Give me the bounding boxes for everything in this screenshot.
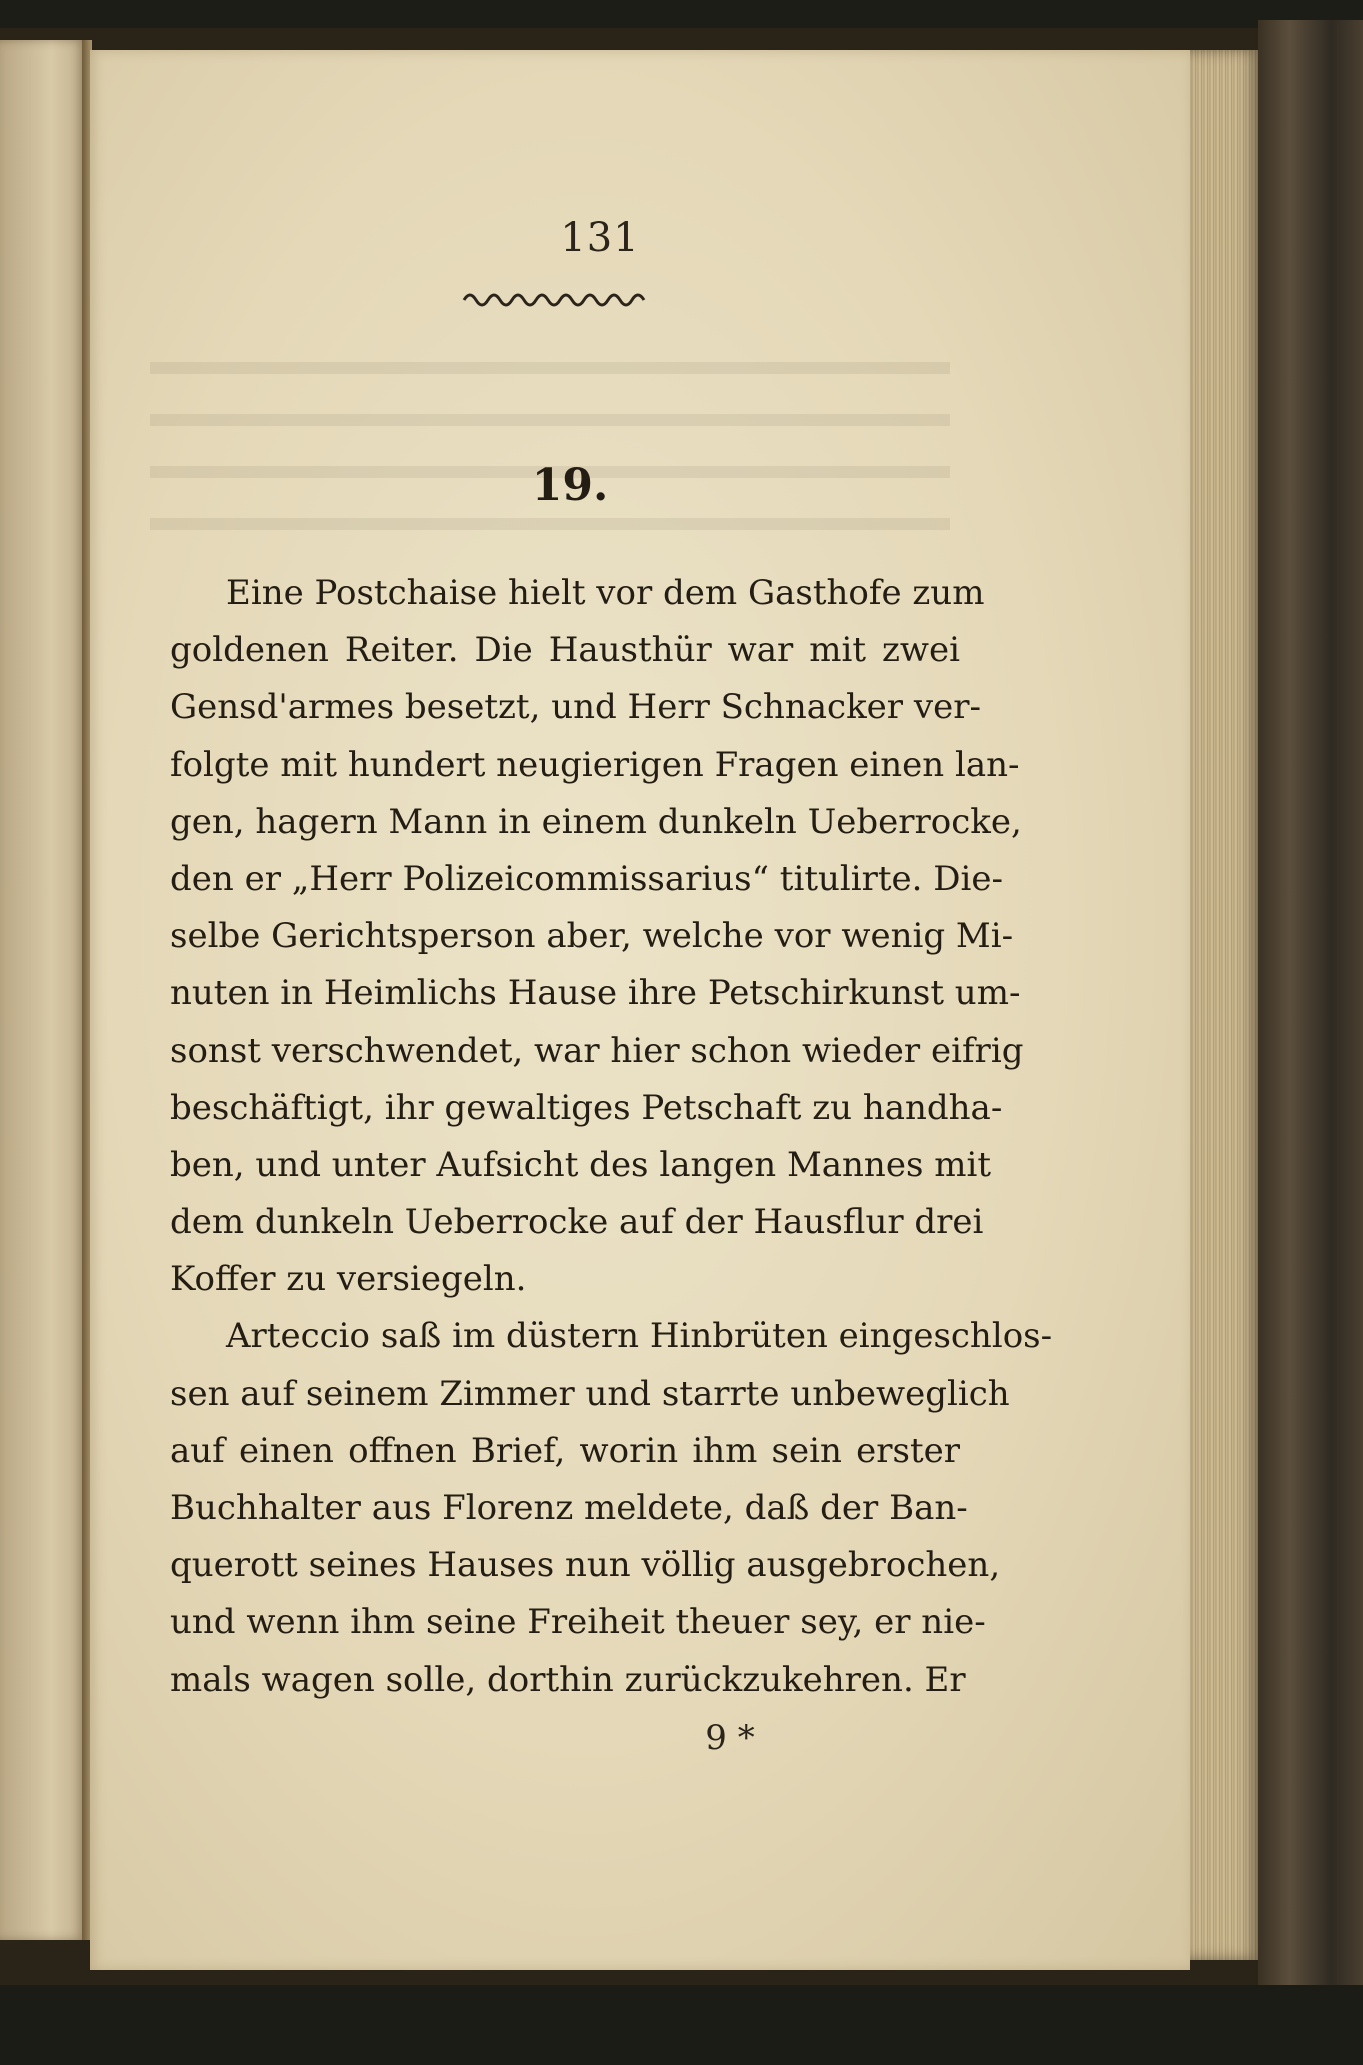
body-text	[170, 565, 1053, 1709]
left-page-edge	[0, 40, 86, 1940]
text-line: dem dunkeln Ueberrocke auf der Hausflur drei	[170, 1202, 984, 1243]
text-line: Koffer zu versiegeln.	[170, 1259, 527, 1300]
text-line: beschäftigt, ihr gewaltiges Petschaft zu handha-	[170, 1087, 1003, 1128]
text-line: sen auf seinem Zimmer und starrte unbeweglich	[170, 1373, 1010, 1414]
bleed-through-text	[150, 330, 950, 570]
text-line: Buchhalter aus Florenz meldete, daß der Ban-	[170, 1488, 968, 1528]
text-line: sonst verschwendet, war hier schon wieder eifrig	[170, 1030, 1024, 1071]
text-line: ben, und unter Aufsicht des langen Mannes mit	[170, 1144, 991, 1185]
text-line: gen, hagern Mann in einem dunkeln Ueberrocke,	[170, 801, 1022, 842]
text-line: selbe Gerichtsperson aber, welche vor wenig Mi-	[170, 916, 1014, 957]
book-cover	[1258, 20, 1363, 2010]
text-line: folgte mit hundert neugierigen Fragen einen lan-	[170, 744, 1020, 785]
signature-mark: 9 *	[705, 1718, 755, 1758]
text-line: nuten in Heimlichs Hause ihre Petschirkunst um-	[170, 973, 1021, 1014]
text-line: Eine Postchaise hielt vor dem Gasthofe zum	[226, 573, 985, 613]
page-number: 131	[560, 215, 640, 261]
text-line: goldenen Reiter. Die Hausthür war mit zwei	[170, 630, 960, 671]
chapter-number: 19.	[531, 460, 609, 511]
text-line: und wenn ihm seine Freiheit theuer sey, er nie-	[170, 1602, 986, 1643]
text-line: den er „Herr Polizeicommissarius“ titulirte. Die-	[170, 858, 1004, 899]
page-edges	[1190, 50, 1260, 1960]
background	[0, 1985, 1363, 2065]
ornament-rule	[462, 286, 652, 310]
text-line: auf einen offnen Brief, worin ihm sein erster	[170, 1430, 960, 1471]
text-line: Gensd'armes besetzt, und Herr Schnacker ver-	[170, 687, 981, 728]
text-line: querott seines Hauses nun völlig ausgebrochen,	[170, 1545, 1001, 1586]
text-line: mals wagen solle, dorthin zurückzukehren. Er	[170, 1659, 966, 1700]
text-line: Arteccio saß im düstern Hinbrüten eingeschlos-	[226, 1316, 1053, 1357]
